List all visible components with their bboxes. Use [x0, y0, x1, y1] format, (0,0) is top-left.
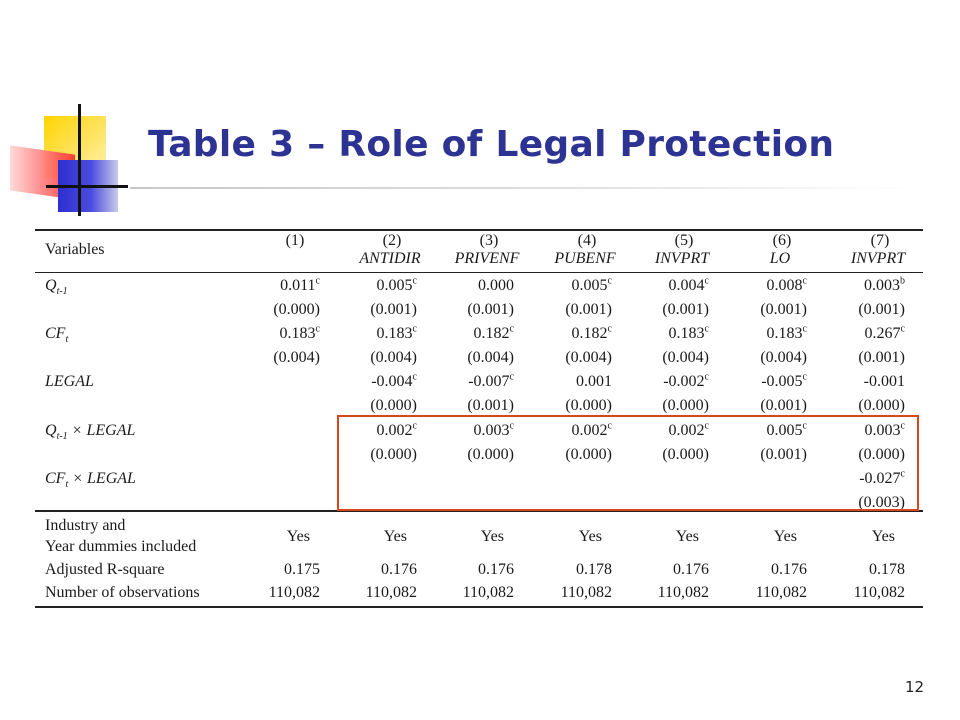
coef-cell: 0.001 — [576, 373, 612, 390]
coef-cell: 0.011$^c$ — [280, 275, 320, 294]
header-col-name: INVPRT — [850, 250, 906, 267]
row-label: $Q_{t-1}$ × LEGAL — [45, 422, 136, 443]
coef-cell: -0.005$^c$ — [761, 371, 807, 390]
highlight-box — [337, 415, 919, 511]
dummies-label: Industry and — [45, 517, 126, 534]
row-label: $CF_t$ × LEGAL — [45, 470, 136, 491]
coef-cell: -0.004$^c$ — [371, 371, 417, 390]
se-cell: (0.004) — [467, 349, 514, 366]
coef-cell: 0.008$^c$ — [766, 275, 807, 294]
se-cell: (0.004) — [370, 349, 417, 366]
header-col-name: INVPRT — [654, 250, 710, 267]
se-cell: (0.000) — [370, 397, 417, 414]
coef-cell: 0.182$^c$ — [473, 323, 514, 342]
table-bottom-rule — [35, 606, 923, 608]
se-cell: (0.004) — [662, 349, 709, 366]
row-label: $CF_t$ — [45, 325, 69, 346]
dummies-label: Year dummies included — [45, 538, 197, 555]
se-cell: (0.001) — [662, 301, 709, 318]
coef-cell: 0.002$^c$ — [376, 420, 417, 439]
header-col-number: (4) — [577, 232, 597, 249]
header-col-number: (7) — [870, 232, 890, 249]
header-col-number: (6) — [772, 232, 792, 249]
coef-cell: 0.005$^c$ — [376, 275, 417, 294]
header-col-name: PUBENF — [554, 250, 616, 267]
header-col-name: ANTIDIR — [359, 250, 421, 267]
coef-cell: 0.003$^c$ — [473, 420, 514, 439]
coef-cell: 0.002$^c$ — [571, 420, 612, 439]
coef-cell: -0.007$^c$ — [468, 371, 514, 390]
obs-cell: 110,082 — [268, 584, 320, 601]
table-header-rule — [35, 272, 923, 273]
slide-title: Table 3 – Role of Legal Protection — [148, 124, 835, 165]
coef-cell: 0.003$^c$ — [864, 420, 905, 439]
header-col-number: (1) — [285, 232, 305, 249]
dummies-cell: Yes — [871, 528, 895, 545]
obs-cell: 110,082 — [657, 584, 709, 601]
r2-cell: 0.176 — [771, 561, 807, 578]
header-col-name: PRIVENF — [454, 250, 520, 267]
obs-cell: 110,082 — [365, 584, 417, 601]
dummies-cell: Yes — [578, 528, 602, 545]
se-cell: (0.000) — [273, 301, 320, 318]
r2-cell: 0.176 — [478, 561, 514, 578]
obs-cell: 110,082 — [755, 584, 807, 601]
coef-cell: -0.027$^c$ — [859, 468, 905, 487]
coef-cell: 0.005$^c$ — [571, 275, 612, 294]
dummies-cell: Yes — [286, 528, 310, 545]
decorative-horizontal-line — [46, 185, 128, 188]
page-number: 12 — [905, 678, 925, 696]
title-underline — [130, 187, 920, 189]
coef-cell: 0.000 — [478, 277, 514, 294]
coef-cell: 0.183$^c$ — [668, 323, 709, 342]
se-cell: (0.000) — [662, 397, 709, 414]
se-cell: (0.001) — [858, 349, 905, 366]
se-cell: (0.000) — [565, 397, 612, 414]
se-cell: (0.001) — [467, 301, 514, 318]
r2-cell: 0.176 — [381, 561, 417, 578]
coef-cell: 0.003$^b$ — [864, 275, 905, 294]
dummies-cell: Yes — [480, 528, 504, 545]
coef-cell: 0.002$^c$ — [668, 420, 709, 439]
se-cell: (0.000) — [662, 446, 709, 463]
dummies-cell: Yes — [675, 528, 699, 545]
r2-cell: 0.178 — [869, 561, 905, 578]
se-cell: (0.001) — [760, 397, 807, 414]
header-col-name: LO — [769, 250, 791, 267]
se-cell: (0.001) — [760, 446, 807, 463]
coef-cell: 0.183$^c$ — [766, 323, 807, 342]
obs-cell: 110,082 — [853, 584, 905, 601]
se-cell: (0.001) — [467, 397, 514, 414]
r2-cell: 0.175 — [284, 561, 320, 578]
se-cell: (0.004) — [273, 349, 320, 366]
dummies-cell: Yes — [773, 528, 797, 545]
header-col-number: (5) — [674, 232, 694, 249]
header-col-number: (3) — [479, 232, 499, 249]
se-cell: (0.000) — [858, 397, 905, 414]
decorative-vertical-line — [78, 104, 81, 216]
header-col-number: (2) — [382, 232, 402, 249]
se-cell: (0.001) — [565, 301, 612, 318]
se-cell: (0.001) — [760, 301, 807, 318]
table-top-rule — [35, 229, 923, 231]
se-cell: (0.001) — [370, 301, 417, 318]
se-cell: (0.000) — [370, 446, 417, 463]
se-cell: (0.000) — [467, 446, 514, 463]
se-cell: (0.000) — [565, 446, 612, 463]
se-cell: (0.000) — [858, 446, 905, 463]
obs-cell: 110,082 — [560, 584, 612, 601]
r2-cell: 0.178 — [576, 561, 612, 578]
coef-cell: 0.005$^c$ — [766, 420, 807, 439]
coef-cell: -0.001 — [863, 373, 905, 390]
se-cell: (0.001) — [858, 301, 905, 318]
se-cell: (0.004) — [760, 349, 807, 366]
row-label: LEGAL — [45, 373, 94, 390]
coef-cell: 0.004$^c$ — [668, 275, 709, 294]
obs-cell: 110,082 — [462, 584, 514, 601]
coef-cell: 0.183$^c$ — [279, 323, 320, 342]
row-label: $Q_{t-1}$ — [45, 277, 68, 298]
se-cell: (0.004) — [565, 349, 612, 366]
dummies-cell: Yes — [383, 528, 407, 545]
header-variables: Variables — [45, 241, 105, 258]
obs-label: Number of observations — [45, 584, 200, 601]
coef-cell: -0.002$^c$ — [663, 371, 709, 390]
coef-cell: 0.182$^c$ — [571, 323, 612, 342]
r2-cell: 0.176 — [673, 561, 709, 578]
coef-cell: 0.267$^c$ — [864, 323, 905, 342]
r2-label: Adjusted R-square — [45, 561, 165, 578]
coef-cell: 0.183$^c$ — [376, 323, 417, 342]
se-cell: (0.003) — [858, 494, 905, 511]
